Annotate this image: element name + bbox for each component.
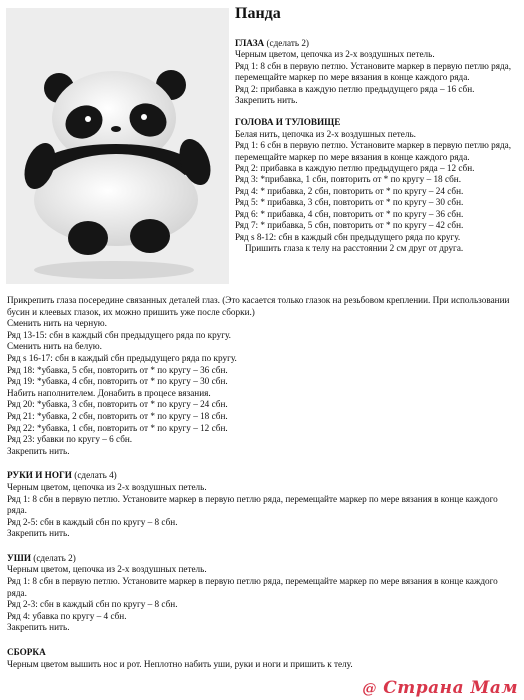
body-line: Ряд 5: * прибавка, 3 сбн, повторить от * по кругу – 30 сбн. [235, 197, 464, 208]
eyes-heading-note: (сделать 2) [264, 38, 309, 48]
eyes-line: Ряд 2: прибавка в каждую петлю предыдущего ряда – 16 сбн. [235, 83, 475, 94]
panda-toy-image [6, 8, 229, 284]
continued-line: Ряд 21: *убавка, 2 сбн, повторить от * по кругу – 18 сбн. [7, 410, 228, 421]
limbs-line: Черным цветом, цепочка из 2-х воздушных петель. [7, 481, 207, 492]
continued-line: Закрепить нить. [7, 445, 70, 456]
body-line: Ряд 7: * прибавка, 5 сбн, повторить от * по кругу – 42 сбн. [235, 220, 464, 231]
ears-line: Ряд 4: убавка по кругу – 4 сбн. [7, 610, 127, 621]
ears-heading-note: (сделать 2) [30, 552, 76, 563]
continued-line: Набить наполнителем. Донабить в процесе вязания. [7, 387, 211, 398]
body-line: Пришить глаза к телу на расстоянии 2 см друг от друга. [245, 242, 464, 253]
limbs-line: Закрепить нить. [7, 528, 70, 539]
page-title: Панда [235, 5, 281, 22]
panda-photo [6, 8, 229, 284]
continued-line: Сменить нить на черную. [7, 318, 107, 329]
continued-line: Прикрепить глаза посередине связанных деталей глаз. (Это касается только глазок на резьбовом креплении. При использовании бусин и клеевых глазок, их можно пришить уже после сборки.) [7, 295, 510, 317]
body-line: Ряд 2: прибавка в каждую петлю предыдущего ряда – 12 сбн. [235, 163, 475, 174]
continued-line: Сменить нить на белую. [7, 341, 102, 352]
ears-heading-text: УШИ [7, 552, 31, 563]
continued-line: Ряд 13-15: сбн в каждый сбн предыдущего ряда по кругу. [7, 329, 231, 340]
limbs-heading-note: (сделать 4) [71, 470, 117, 481]
eyes-heading-text: ГЛАЗА [235, 38, 265, 48]
eyes-line: Закрепить нить. [235, 95, 298, 106]
watermark-text: Страна Мам [383, 678, 518, 698]
eyes-heading [235, 38, 521, 49]
body-line: Ряд s 8-12: сбн в каждый сбн предыдущего ряда по кругу. [235, 231, 461, 242]
assembly-heading-text: СБОРКА [7, 647, 46, 658]
body-heading [235, 117, 521, 128]
body-heading-text: ГОЛОВА И ТУЛОВИЩЕ [235, 117, 341, 128]
eyes-line: Черным цветом, цепочка из 2-х воздушных петель. [235, 49, 435, 60]
limbs-line: Ряд 2-5: сбн в каждый сбн по кругу – 8 сбн. [7, 516, 178, 527]
full-width-text [7, 295, 519, 670]
right-column [235, 4, 521, 254]
continued-line: Ряд 23: убавки по кругу – 6 сбн. [7, 434, 133, 445]
ears-line: Ряд 1: 8 сбн в первую петлю. Установите маркер в первую петлю ряда, перемещайте маркер по мере вязания в конце каждого ряда. [7, 576, 498, 598]
continued-line: Ряд 18: *убавка, 5 сбн, повторить от * по кругу – 36 сбн. [7, 364, 228, 375]
limbs-heading [7, 470, 519, 482]
continued-line: Ряд 19: *убавка, 4 сбн, повторить от * по кругу – 30 сбн. [7, 376, 228, 387]
body-line: Белая нить, цепочка из 2-х воздушных петель. [235, 128, 416, 139]
ears-line: Ряд 2-3: сбн в каждый сбн по кругу – 8 сбн. [7, 599, 178, 610]
continued-line: Ряд s 16-17: сбн в каждый сбн предыдущего ряда по кругу. [7, 352, 237, 363]
limbs-line: Ряд 1: 8 сбн в первую петлю. Установите маркер в первую петлю ряда, перемещайте маркер по мере вязания в конце каждого ряда. [7, 493, 498, 516]
body-line: Ряд 6: * прибавка, 4 сбн, повторить от * по кругу – 36 сбн. [235, 208, 464, 219]
assembly-heading [7, 647, 519, 659]
assembly-line: Черным цветом вышить нос и рот. Неплотно набить уши, руки и ноги и пришить к телу. [7, 658, 353, 669]
body-line: Ряд 4: * прибавка, 2 сбн, повторить от * по кругу – 24 сбн. [235, 185, 464, 196]
at-sign-icon: @ [362, 681, 377, 697]
body-line: Ряд 3: *прибавка, 1 сбн, повторить от * по кругу – 18 сбн. [235, 174, 462, 185]
watermark-logo [362, 678, 518, 698]
continued-line: Ряд 20: *убавка, 3 сбн, повторить от * по кругу – 24 сбн. [7, 399, 228, 410]
continued-line: Ряд 22: *убавка, 1 сбн, повторить от * по кругу – 12 сбн. [7, 422, 228, 433]
ears-line: Черным цветом, цепочка из 2-х воздушных петель. [7, 564, 207, 575]
ears-heading [7, 553, 519, 565]
ears-line: Закрепить нить. [7, 622, 70, 633]
body-line: Ряд 1: 6 сбн в первую петлю. Установите маркер в первую петлю ряда, перемещайте маркер по мере вязания в конце каждого ряда. [235, 140, 512, 162]
limbs-heading-text: РУКИ И НОГИ [7, 470, 72, 481]
eyes-line: Ряд 1: 8 сбн в первую петлю. Установите маркер в первую петлю ряда, перемещайте маркер по мере вязания в конце каждого ряда. [235, 60, 512, 83]
